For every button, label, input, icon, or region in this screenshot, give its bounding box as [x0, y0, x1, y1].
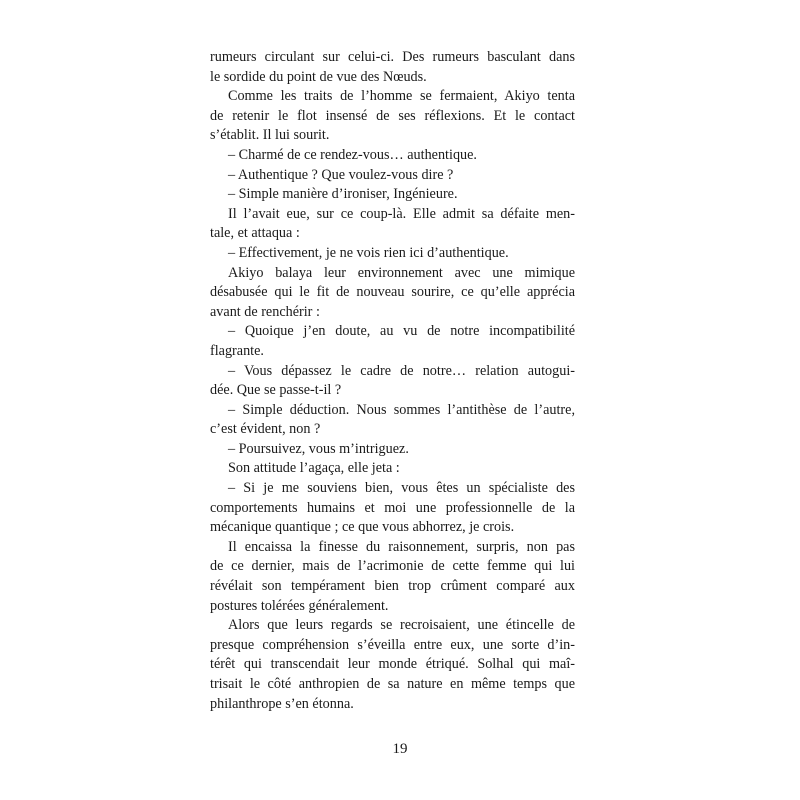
text-line: révélait son tempérament bien trop crûment comparé aux: [210, 578, 575, 595]
text-line: presque compréhension s’éveilla entre eux, une sorte d’in-: [210, 636, 575, 653]
text-line: – Simple manière d’ironiser, Ingénieure.: [228, 186, 458, 203]
text-line: – Poursuivez, vous m’intriguez.: [228, 440, 409, 457]
text-line: mécanique quantique ; ce que vous abhorrez, je crois.: [210, 519, 515, 536]
text-line: flagrante.: [210, 342, 264, 359]
text-line: térêt qui transcendait leur monde étriqué. Solhal qui maî-: [210, 656, 575, 673]
text-line: – Vous dépassez le cadre de notre… relation autogui-: [228, 362, 575, 379]
text-line: philanthrope s’en étonna.: [210, 695, 354, 712]
text-line: Son attitude l’agaça, elle jeta :: [228, 460, 400, 477]
text-line: désabusée qui le fit de nouveau sourire, ce qu’elle apprécia: [210, 284, 575, 301]
text-line: avant de renchérir :: [210, 303, 320, 320]
text-line: de retenir le flot insensé de ses réflexions. Et le contact: [210, 107, 575, 124]
text-line: Il l’avait eue, sur ce coup-là. Elle admit sa défaite men-: [228, 205, 575, 222]
text-line: comportements humains et moi une professionnelle de la: [210, 499, 575, 516]
text-line: Alors que leurs regards se recroisaient, une étincelle de: [228, 617, 575, 634]
text-line: – Si je me souviens bien, vous êtes un spécialiste des: [228, 480, 575, 497]
text-line: – Effectivement, je ne vois rien ici d’authentique.: [228, 244, 509, 261]
body-text: [210, 48, 575, 714]
text-line: Akiyo balaya leur environnement avec une mimique: [228, 264, 575, 281]
text-line: c’est évident, non ?: [210, 421, 321, 438]
text-line: – Charmé de ce rendez-vous… authentique.: [228, 146, 477, 163]
text-line: – Authentique ? Que voulez-vous dire ?: [228, 166, 454, 183]
text-line: – Simple déduction. Nous sommes l’antithèse de l’autre,: [228, 401, 575, 418]
text-line: Comme les traits de l’homme se fermaient, Akiyo tenta: [228, 88, 575, 105]
text-line: le sordide du point de vue des Nœuds.: [210, 68, 427, 85]
text-line: tale, et attaqua :: [210, 225, 300, 242]
text-line: – Quoique j’en doute, au vu de notre incompatibilité: [228, 323, 575, 340]
text-line: de ce dernier, mais de l’acrimonie de cette femme qui lui: [210, 558, 575, 575]
text-line: Il encaissa la finesse du raisonnement, surpris, non pas: [228, 538, 575, 555]
page-number: 19: [392, 741, 408, 757]
text-line: trisait le côté anthropien de sa nature en même temps que: [210, 676, 575, 692]
text-line: postures tolérées généralement.: [210, 597, 389, 614]
text-line: s’établit. Il lui sourit.: [210, 127, 330, 144]
text-line: rumeurs circulant sur celui-ci. Des rumeurs basculant dans: [210, 49, 575, 65]
text-line: dée. Que se passe-t-il ?: [210, 382, 342, 399]
